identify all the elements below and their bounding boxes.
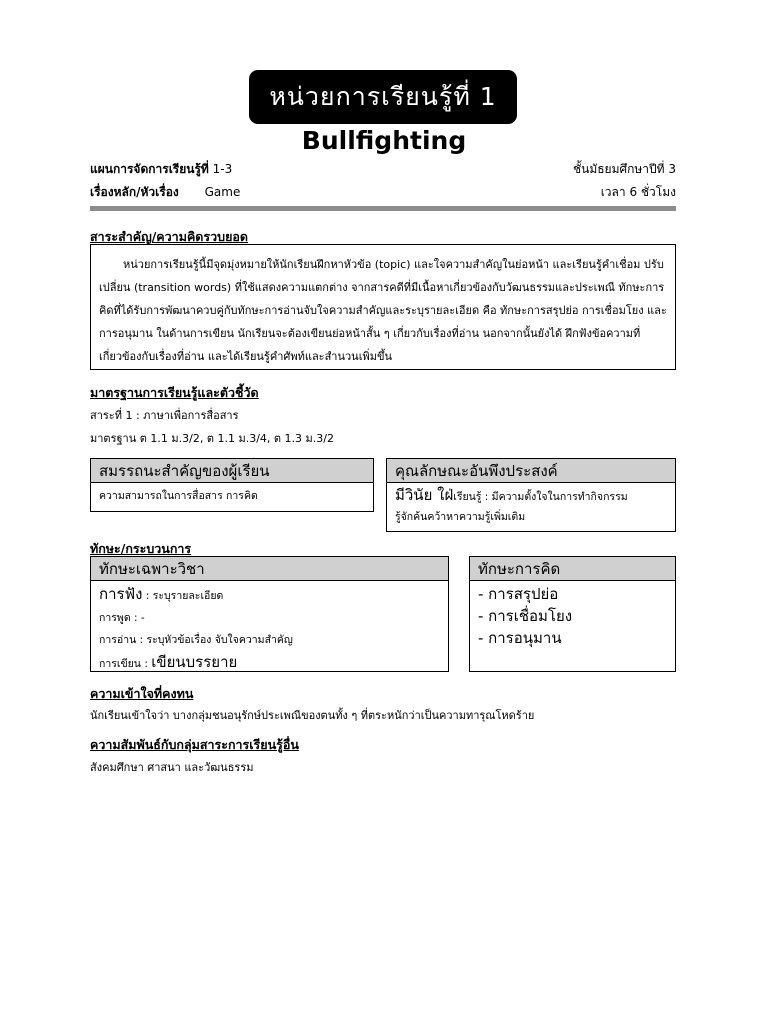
grade-text: ชั้นมัธยมศึกษาปีที่ 3	[572, 162, 676, 176]
listening-value: : ระบุรายละเอียด	[145, 590, 224, 602]
standards-strand: สาระที่ 1 : ภาษาเพื่อการสื่อสาร	[90, 409, 239, 422]
thinking-skills-heading: ทักษะการคิด	[470, 557, 675, 581]
relation-text: สังคมศึกษา ศาสนา และวัฒนธรรม	[90, 761, 254, 774]
subject-skills-heading: ทักษะเฉพาะวิชา	[91, 557, 448, 581]
time-text: เวลา 6 ชั่วโมง	[600, 185, 676, 199]
understanding-heading: ความเข้าใจที่คงทน	[90, 686, 194, 701]
standards-heading: มาตรฐานการเรียนรู้และตัวชี้วัด	[90, 385, 259, 400]
skills-heading: ทักษะ/กระบวนการ	[90, 541, 192, 556]
subject-skills-body	[91, 581, 448, 677]
plan-row	[90, 160, 232, 179]
thinking-skill-item: - การอนุมาน	[478, 629, 562, 647]
plan-value: 1-3	[212, 162, 233, 176]
thinking-skills-panel	[469, 556, 676, 672]
topic-value: Game	[204, 185, 241, 199]
plan-label: แผนการจัดการเรียนรู้ที่	[90, 162, 209, 176]
subject-skills-panel	[90, 556, 449, 672]
unit-title: หน่วยการเรียนรู้ที่ 1	[249, 70, 517, 124]
skill-writing	[99, 651, 440, 675]
topic-row	[90, 183, 240, 202]
characteristics-lead: มีวินัย ใฝ่	[395, 486, 454, 504]
topic-label: เรื่องหลัก/หัวเรื่อง	[90, 185, 179, 199]
characteristics-body	[387, 483, 675, 529]
characteristics-heading: คุณลักษณะอันพึงประสงค์	[387, 459, 675, 483]
writing-value: เขียนบรรยาย	[151, 653, 238, 671]
relation-heading: ความสัมพันธ์กับกลุ่มสาระการเรียนรู้อื่น	[90, 737, 299, 752]
thinking-skills-list	[470, 581, 675, 651]
characteristics-line2: รู้จักค้นคว้าหาความรู้เพิ่มเติม	[395, 511, 526, 523]
key-concept-heading: สาระสำคัญ/ความคิดรวบยอด	[90, 229, 249, 244]
skill-reading: การอ่าน : ระบุหัวข้อเรื่อง จับใจความสำคัญ	[99, 634, 293, 646]
lesson-subtitle: Bullfighting	[301, 126, 467, 155]
competency-heading: สมรรถนะสำคัญของผู้เรียน	[91, 459, 373, 483]
characteristics-panel	[386, 458, 676, 532]
standards-codes: มาตรฐาน ต 1.1 ม.3/2, ต 1.1 ม.3/4, ต 1.3 ม.3/2	[90, 432, 334, 445]
writing-label: การเขียน :	[99, 658, 148, 670]
skill-speaking: การพูด : -	[99, 612, 145, 624]
thinking-skill-item: - การสรุปย่อ	[478, 585, 559, 603]
listening-label: การฟัง	[99, 585, 143, 603]
thinking-skill-item: - การเชื่อมโยง	[478, 607, 573, 625]
competency-panel	[90, 458, 374, 512]
key-concept-text: หน่วยการเรียนรู้นี้มีจุดมุ่งหมายให้นักเรียนฝึกหาหัวข้อ (topic) และใจความสำคัญในย่อหน้า และเรียนรู้คำเชื่อม ปรับเปลี่ยน (transition words) ที่ใช้แสดงความแตกต่าง จากสารคดีที่มีเนื้อหาเกี่ยวข้องกับวัฒนธรรมและประเพณี ทักษะการคิดที่ได้รับการพัฒนาควบคู่กับทักษะการอ่านจับใจความสำคัญและระบุรายละเอียด คือ ทักษะการสรุปย่อ การเชื่อมโยง และการอนุมาน ในด้านการเขียน นักเรียนจะต้องเขียนย่อหน้าสั้น ๆ เกี่ยวกับเรื่องที่อ่าน นอกจากนั้นยังได้ ฝึกฟังข้อความที่เกี่ยวข้องกับเรื่องที่อ่าน และได้เรียนรู้คำศัพท์และสำนวนเพิ่มขึ้น	[99, 258, 667, 363]
understanding-text: นักเรียนเข้าใจว่า บางกลุ่มชนอนุรักษ์ประเพณีของตนทั้ง ๆ ที่ตระหนักว่าเป็นความทารุณโหดร้าย	[90, 709, 535, 722]
skill-listening	[99, 583, 440, 607]
key-concept-box	[90, 244, 676, 370]
competency-text: ความสามารถในการสื่อสาร การคิด	[99, 490, 258, 502]
separator-bar	[90, 206, 676, 211]
characteristics-line1-rest: เรียนรู้ : มีความตั้งใจในการทำกิจกรรม	[453, 491, 628, 503]
characteristics-line1	[395, 485, 667, 507]
